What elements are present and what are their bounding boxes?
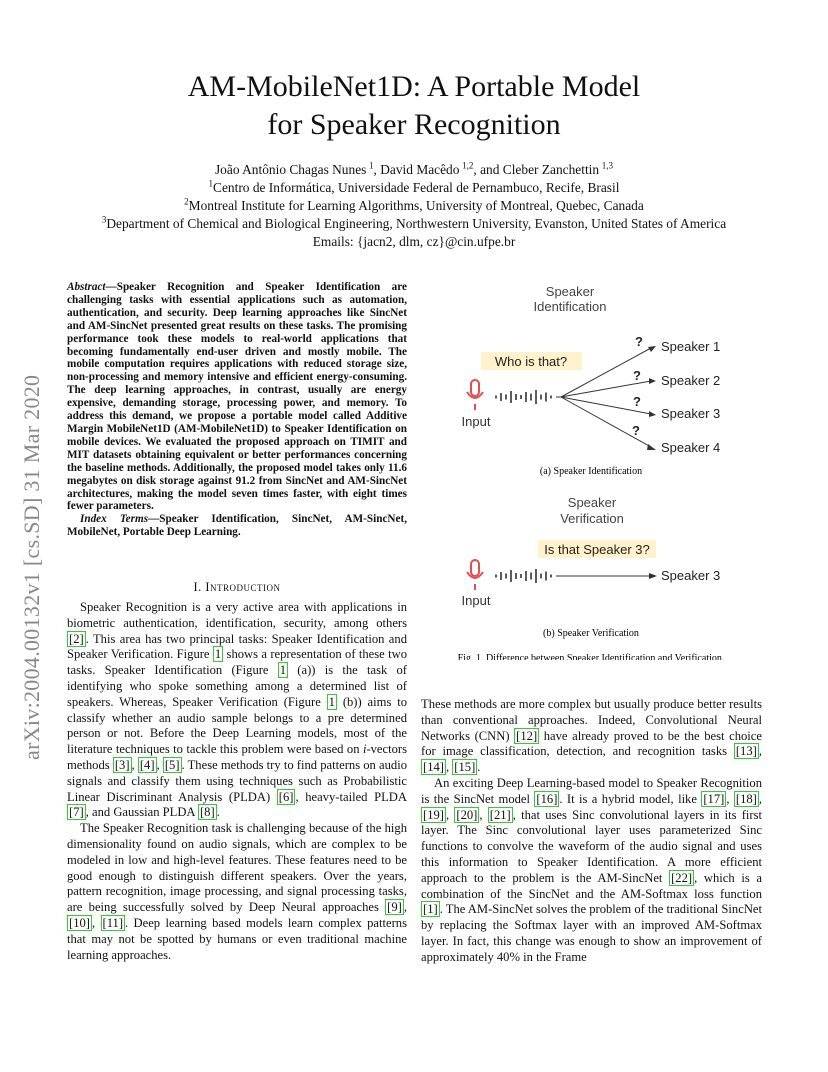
intro-paragraph-2: [67, 821, 407, 963]
citation-link[interactable]: [7]: [69, 805, 84, 820]
right-column-text: [421, 697, 762, 966]
paragraph-text: ,: [758, 791, 763, 806]
paragraph-text: , which is a combination of the SincNet and the AM-Softmax loss function: [421, 870, 762, 901]
microphone-icon-b: [467, 560, 483, 590]
aff-1-sup: 1: [208, 178, 214, 189]
citation-link[interactable]: [5]: [164, 757, 180, 772]
intro-text: [67, 600, 407, 963]
citation-link[interactable]: [13]: [735, 744, 757, 759]
fig-a-q4: ?: [632, 423, 640, 438]
paragraph-text: . Deep learning based models learn complex patterns that may not be spotted by humans or even traditional machine learning approaches.: [67, 915, 407, 962]
fig-a-speaker-2: Speaker 2: [661, 373, 721, 388]
fig-a-speaker-3: Speaker 3: [661, 406, 721, 421]
fig-a-q2: ?: [633, 368, 641, 383]
author-names: João Antônio Chagas Nunes $^1$, David Macêdo $^{1,2}$, and Cleber Zanchettin $^{1,3}$: [214, 160, 614, 177]
citation-link[interactable]: [11]: [102, 915, 124, 930]
aff-2-sup: 2: [184, 196, 189, 207]
paragraph-text: , that uses Sinc convolutional layers in its first layer. The Sinc convolutional layer uses parameterized Sinc functions to convolve the waveform of the audio signal and uses this information to Speaker Identification. A more efficient approach to the problem is the AM-SincNet: [421, 807, 763, 885]
author-block: [0, 161, 828, 251]
author-2: David Macêdo: [380, 162, 460, 177]
italic-text: i: [362, 742, 367, 757]
citation-link[interactable]: 1: [279, 663, 287, 678]
figure-caption: Fig. 1. Difference between Speaker Identification and Verification.: [457, 653, 725, 660]
aff-3-text: Department of Chemical and Biological Engineering, Northwestern University, Evanston, United States of America: [106, 216, 727, 231]
emails: Emails: {jacn2, dlm, cz}@cin.ufpe.br: [312, 234, 516, 249]
citation-link[interactable]: [10]: [69, 915, 90, 930]
citation-link[interactable]: [1]: [423, 902, 438, 917]
citation-link[interactable]: [12]: [516, 728, 538, 743]
author-3: Cleber Zanchettin: [502, 162, 600, 177]
citation-link[interactable]: [14]: [423, 760, 444, 775]
author-1-sup: 1: [369, 160, 374, 171]
arxiv-stamp: [19, 280, 49, 760]
intro-paragraph-1: [67, 600, 407, 821]
citation-link[interactable]: 1: [328, 694, 335, 709]
fig-b-input: Input: [461, 593, 491, 608]
fig-a-header-2: Identification: [533, 299, 607, 314]
paragraph-text: ,: [403, 900, 407, 915]
affiliation-2: [0, 197, 828, 215]
waveform-icon-b: [496, 569, 551, 583]
paragraph-text: ,: [726, 791, 734, 806]
paragraph-text: have already proved to be the best choice for image classification, detection, and recognition tasks: [421, 728, 762, 759]
paragraph-text: ,: [131, 757, 138, 772]
citation-link[interactable]: [3]: [114, 757, 130, 772]
abstract: [67, 281, 407, 539]
citation-link[interactable]: [8]: [199, 805, 215, 820]
fig-b-arrowhead: [649, 573, 657, 579]
index-terms-text: —Speaker Identification, SincNet, AM-SincNet, MobileNet, Portable Deep Learning.: [67, 513, 407, 539]
title-line-1: AM-MobileNet1D: A Portable Model: [187, 70, 641, 103]
paragraph-text: (a)) is the task of identifying who spoke something among a determined list of speakers. Whereas, Speaker Verification (Figure: [67, 663, 407, 709]
citation-link[interactable]: [19]: [423, 807, 444, 822]
paragraph-text: . These methods try to find patterns on audio signals and classify them using techniques such as Probabilistic Linear Discriminant Analysis (PLDA): [67, 757, 407, 804]
paragraph-text: ,: [445, 760, 453, 775]
fig-b-header-2: Verification: [560, 511, 624, 526]
paragraph-text: An exciting Deep Learning-based model to Speaker Recognition is the SincNet model: [421, 775, 762, 806]
paragraph-text: ,: [445, 807, 455, 822]
aff-3-sup: 3: [101, 214, 107, 225]
citation-link[interactable]: [16]: [536, 791, 558, 806]
paragraph-text: .: [477, 760, 481, 775]
citation-link[interactable]: [18]: [735, 791, 757, 806]
fig-a-speaker-4: Speaker 4: [661, 440, 721, 455]
aff-2-text: Montreal Institute for Learning Algorithms, University of Montreal, Quebec, Canada: [188, 198, 644, 213]
author-2-sup: 1,2: [462, 160, 474, 171]
citation-link[interactable]: [21]: [489, 807, 511, 822]
citation-link[interactable]: [4]: [139, 757, 155, 772]
fig-a-q1: ?: [635, 334, 643, 349]
right-paragraph-1: [421, 697, 762, 776]
paragraph-text: ,: [479, 807, 488, 822]
paper-title: [0, 68, 828, 144]
paragraph-text: . It is a hybrid model, like: [559, 791, 702, 806]
abstract-label: Abstract: [67, 281, 106, 293]
citation-link[interactable]: [22]: [671, 870, 693, 885]
right-paragraph-2: [421, 776, 762, 966]
index-terms-label: Index Terms: [80, 513, 149, 526]
paragraph-text: These methods are more complex but usually produce better results than conventional approaches. Indeed, Convolutional Neural Networks (CNN): [421, 697, 762, 743]
paragraph-text: -vectors methods: [67, 742, 407, 772]
paragraph-text: (b)) aims to classify whether an audio sample belongs to a pre determined person or not. Before the Deep Learning models, most of the literature techniques to tackle this problem were based on: [67, 694, 408, 757]
abstract-text: —Speaker Recognition and Speaker Identification are challenging tasks with essential applications such as automation, authentication, and security. Deep learning approaches like SincNet and AM-SincNet presented great results on these tasks. The promising performance took these models to real-world applications that becoming fundamentally end-user driven and mostly mobile. The mobile computation requires applications with reduced storage size, non-processing and memory intensive and efficient energy-consuming. The deep learning approaches, in contrast, usually are energy expensive, demanding storage, processing power, and memory. To address this demand, we propose a portable model called Additive Margin MobileNet1D (AM-MobileNet1D) to Speaker Identification on mobile devices. We evaluated the proposed approach on TIMIT and MIT datasets obtaining equivalent or better performances concerning the baseline methods. Additionally, the proposed model takes only 11.6 megabytes on disk storage against 91.2 from SincNet and AM-SincNet architectures, making the model seven times faster, with eight times fewer parameters.: [67, 281, 407, 513]
fig-b-caption: (b) Speaker Verification: [543, 628, 639, 639]
fig-b-speaker: Speaker 3: [661, 568, 721, 583]
fig-a-question: Who is that?: [494, 354, 568, 369]
affiliation-1: [0, 179, 828, 197]
paragraph-text: Speaker Recognition is a very active area with applications in biometric authentication, identification, security, among others: [67, 600, 407, 630]
paragraph-text: The Speaker Recognition task is challenging because of the high dimensionality found on audio signals, which are complex to be modeled in low and high-level features. These features need to be good enough to distinguish different speakers. Over the years, pattern recognition, image processing, and signal processing tasks, are being successfully solved by Deep Neural approaches: [67, 821, 407, 915]
paragraph-text: shows a representation of these two tasks. Speaker Identification (Figure: [67, 647, 407, 678]
paragraph-text: ,: [758, 744, 762, 759]
fig-a-q3: ?: [633, 394, 641, 409]
microphone-icon: [467, 380, 483, 410]
citation-link[interactable]: [17]: [703, 791, 725, 806]
fig-a-input: Input: [461, 414, 491, 429]
paragraph-text: ,: [156, 757, 163, 772]
arxiv-stamp-text: arXiv:2004.00132v1 [cs.SD] 31 Mar 2020: [19, 374, 44, 760]
fig-b-question: Is that Speaker 3?: [544, 542, 650, 557]
paragraph-text: . The AM-SincNet solves the problem of the traditional SincNet by replacing the Softmax layer with an improved AM-Softmax layer. In fact, this change was enough to show an improvement of approximately 40% in the Frame: [421, 902, 762, 964]
waveform-icon: [496, 390, 551, 404]
title-line-2: for Speaker Recognition: [267, 108, 561, 141]
aff-1-text: Centro de Informática, Universidade Federal de Pernambuco, Recife, Brasil: [213, 180, 620, 195]
author-3-sup: 1,3: [601, 160, 614, 171]
figure-1: [421, 280, 762, 665]
citation-link[interactable]: [15]: [454, 760, 476, 775]
author-1: João Antônio Chagas Nunes: [214, 162, 367, 177]
paragraph-text: .: [216, 805, 220, 820]
fig-a-speaker-1: Speaker 1: [661, 339, 721, 354]
paragraph-text: ,: [91, 915, 101, 930]
paragraph-text: , and Gaussian PLDA: [85, 805, 198, 820]
section-heading: I. Introduction: [193, 580, 281, 594]
citation-link[interactable]: 1: [214, 647, 222, 662]
citation-link[interactable]: [6]: [278, 789, 294, 804]
figure-diagram: [421, 280, 762, 660]
affiliation-3: [0, 215, 828, 233]
fig-a-caption: (a) Speaker Identification: [539, 466, 643, 477]
fig-a-header-1: Speaker: [545, 284, 595, 299]
paragraph-text: . This area has two principal tasks: Speaker Identification and Speaker Verification. Figure: [67, 631, 407, 662]
fig-b-header-1: Speaker: [567, 495, 617, 510]
paragraph-text: , heavy-tailed PLDA: [295, 789, 407, 804]
citation-link[interactable]: [9]: [387, 900, 402, 915]
citation-link[interactable]: [2]: [69, 631, 84, 646]
citation-link[interactable]: [20]: [456, 807, 478, 822]
fig-a-arrowheads: [647, 346, 656, 450]
